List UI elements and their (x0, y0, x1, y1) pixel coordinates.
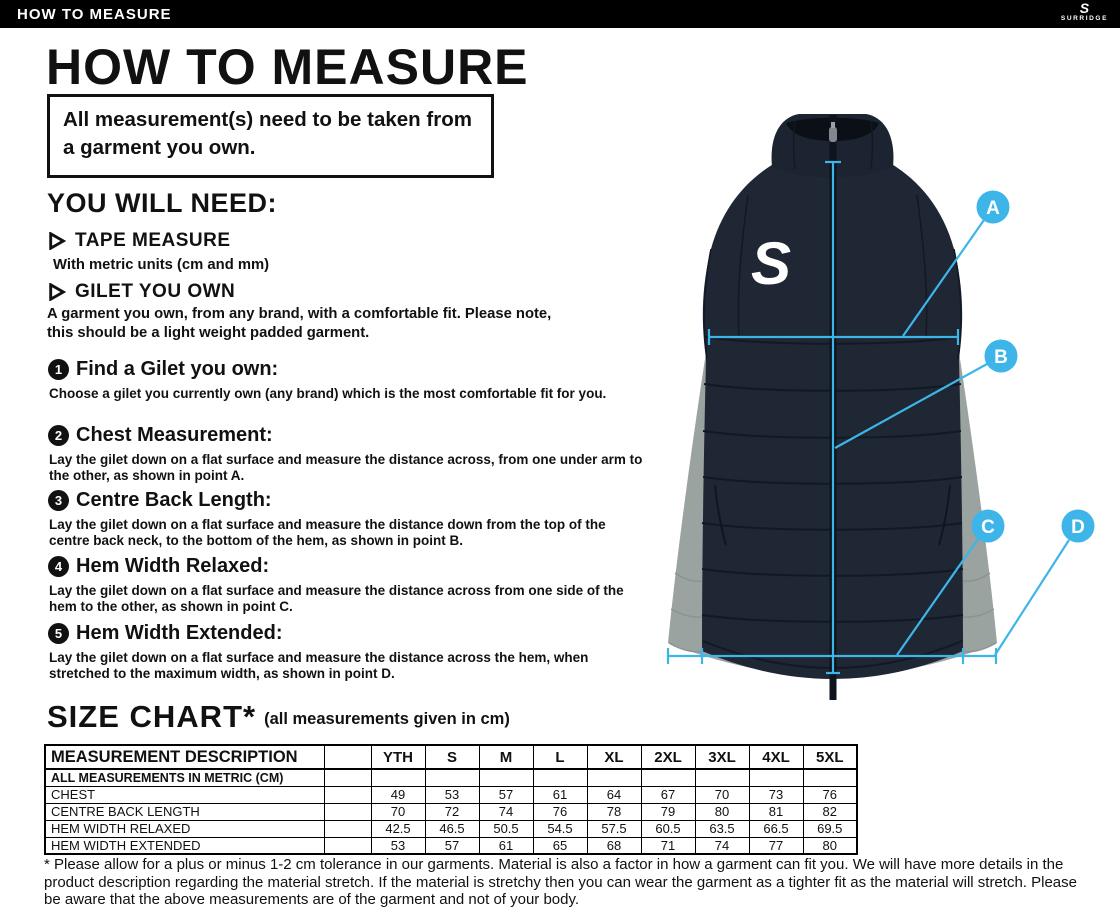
notice-box (47, 94, 494, 178)
table-row (45, 803, 857, 820)
column-header: L (533, 745, 587, 769)
point-b-label: B (994, 347, 1008, 368)
surridge-wordmark: SURRIDGE (1060, 15, 1108, 22)
need-item-label: GILET YOU OWN (75, 281, 236, 302)
step-number-badge: 2 (48, 425, 69, 446)
column-header: S (425, 745, 479, 769)
pointer-d (995, 540, 1069, 655)
column-header: 2XL (641, 745, 695, 769)
zip-pull (829, 127, 837, 142)
cell-value: 42.5 (371, 820, 425, 837)
step-2-description: Lay the gilet down on a flat surface and measure the distance across, from one under arm to the other, as shown in point A. (49, 452, 643, 484)
measurement-point-badges (972, 191, 1095, 543)
cell-value: 74 (695, 837, 749, 854)
cell-value: 65 (533, 837, 587, 854)
cell-value: 71 (641, 837, 695, 854)
column-header: 4XL (749, 745, 803, 769)
size-chart-title: SIZE CHART* (47, 699, 257, 734)
cell-value: 67 (641, 786, 695, 803)
step-number-badge: 1 (48, 359, 69, 380)
table-note-row (45, 769, 857, 786)
step-number-badge: 4 (48, 556, 69, 577)
table-note-cell: ALL MEASUREMENTS IN METRIC (CM) (45, 769, 324, 786)
gilet-illustration (645, 103, 1120, 703)
step-5-heading (48, 622, 283, 645)
column-header: 5XL (803, 745, 857, 769)
cell-value: 50.5 (479, 820, 533, 837)
size-chart-heading (47, 701, 510, 732)
triangle-bullet-icon (48, 232, 66, 250)
cell-value: 64 (587, 786, 641, 803)
cell-value: 66.5 (749, 820, 803, 837)
column-header (324, 745, 371, 769)
column-header: YTH (371, 745, 425, 769)
table-row (45, 786, 857, 803)
surridge-chest-logo: S (750, 230, 792, 297)
need-item-gilet (48, 281, 235, 303)
cell-value: 80 (695, 803, 749, 820)
point-d-label: D (1071, 517, 1085, 538)
top-bar (0, 0, 1120, 28)
step-4-heading (48, 555, 269, 578)
step-1-heading (48, 358, 278, 381)
tolerance-footnote: * Please allow for a plus or minus 1-2 cm tolerance in our garments. Material is also a factor in how a garment can fit you. We will have more details in the product description regarding the material stretch. If the material is stretchy then you can wear the garment as a tighter fit as the material will stretch. Please be aware that the above measurements are of the garment and not of your body. (44, 856, 1077, 909)
you-will-need-heading: YOU WILL NEED: (47, 188, 278, 218)
cell-value: 70 (371, 803, 425, 820)
column-header: M (479, 745, 533, 769)
need-item-description: With metric units (cm and mm) (53, 257, 270, 273)
cell-value: 79 (641, 803, 695, 820)
row-label: CHEST (45, 786, 324, 803)
table-row (45, 837, 857, 854)
row-label: HEM WIDTH EXTENDED (45, 837, 324, 854)
size-chart-subtitle: (all measurements given in cm) (264, 710, 510, 728)
surridge-s-icon: S (1079, 0, 1090, 16)
cell-value: 69.5 (803, 820, 857, 837)
need-item-tape-measure (48, 230, 231, 252)
page-title: HOW TO MEASURE (46, 39, 529, 95)
cell-value: 80 (803, 837, 857, 854)
cell-value: 61 (533, 786, 587, 803)
column-header: 3XL (695, 745, 749, 769)
column-header: XL (587, 745, 641, 769)
column-header: MEASUREMENT DESCRIPTION (45, 745, 324, 769)
step-3-description: Lay the gilet down on a flat surface and measure the distance down from the top of the centre back neck, to the bottom of the hem, as shown in point B. (49, 517, 606, 549)
cell-value: 61 (479, 837, 533, 854)
cell-value: 60.5 (641, 820, 695, 837)
cell-value: 73 (749, 786, 803, 803)
cell-value: 57 (479, 786, 533, 803)
table-header-row (45, 745, 857, 769)
cell-value: 76 (803, 786, 857, 803)
need-item-label: TAPE MEASURE (75, 230, 231, 251)
cell-value: 57 (425, 837, 479, 854)
step-title: Centre Back Length: (76, 489, 272, 511)
cell-value: 81 (749, 803, 803, 820)
triangle-bullet-icon (48, 283, 66, 301)
cell-value: 53 (371, 837, 425, 854)
cell-value: 68 (587, 837, 641, 854)
top-bar-title: HOW TO MEASURE (17, 5, 172, 23)
row-label: CENTRE BACK LENGTH (45, 803, 324, 820)
step-title: Hem Width Relaxed: (76, 555, 270, 577)
cell-value: 77 (749, 837, 803, 854)
cell-value: 54.5 (533, 820, 587, 837)
step-5-description: Lay the gilet down on a flat surface and measure the distance across the hem, when stretched to the maximum width, as shown in point D. (49, 650, 589, 682)
step-title: Hem Width Extended: (76, 622, 283, 644)
size-chart-table (44, 744, 858, 855)
cell-value: 70 (695, 786, 749, 803)
cell-value: 53 (425, 786, 479, 803)
surridge-logo (1061, 1, 1108, 23)
point-c-label: C (981, 517, 995, 538)
cell-value: 76 (533, 803, 587, 820)
step-3-heading (48, 489, 272, 512)
table-row (45, 820, 857, 837)
cell-value: 49 (371, 786, 425, 803)
step-2-heading (48, 424, 273, 447)
step-number-badge: 3 (48, 490, 69, 511)
cell-value: 63.5 (695, 820, 749, 837)
zip-pull-tab (831, 122, 835, 128)
cell-value: 78 (587, 803, 641, 820)
step-number-badge: 5 (48, 623, 69, 644)
step-title: Find a Gilet you own: (76, 358, 279, 380)
step-1-description: Choose a gilet you currently own (any brand) which is the most comfortable fit for you. (49, 386, 607, 401)
step-title: Chest Measurement: (76, 424, 273, 446)
cell-value: 72 (425, 803, 479, 820)
step-4-description: Lay the gilet down on a flat surface and measure the distance across from one side of the hem to the other, as shown in point C. (49, 583, 624, 615)
cell-value: 82 (803, 803, 857, 820)
cell-value: 46.5 (425, 820, 479, 837)
point-a-label: A (986, 198, 1000, 219)
notice-text: All measurement(s) need to be taken from a garment you own. (63, 108, 472, 160)
cell-value: 74 (479, 803, 533, 820)
row-label: HEM WIDTH RELAXED (45, 820, 324, 837)
gilet-measurement-diagram (645, 103, 1120, 703)
cell-value: 57.5 (587, 820, 641, 837)
need-item-description: A garment you own, from any brand, with a comfortable fit. Please note, this should be a light weight padded garment. (47, 306, 552, 341)
